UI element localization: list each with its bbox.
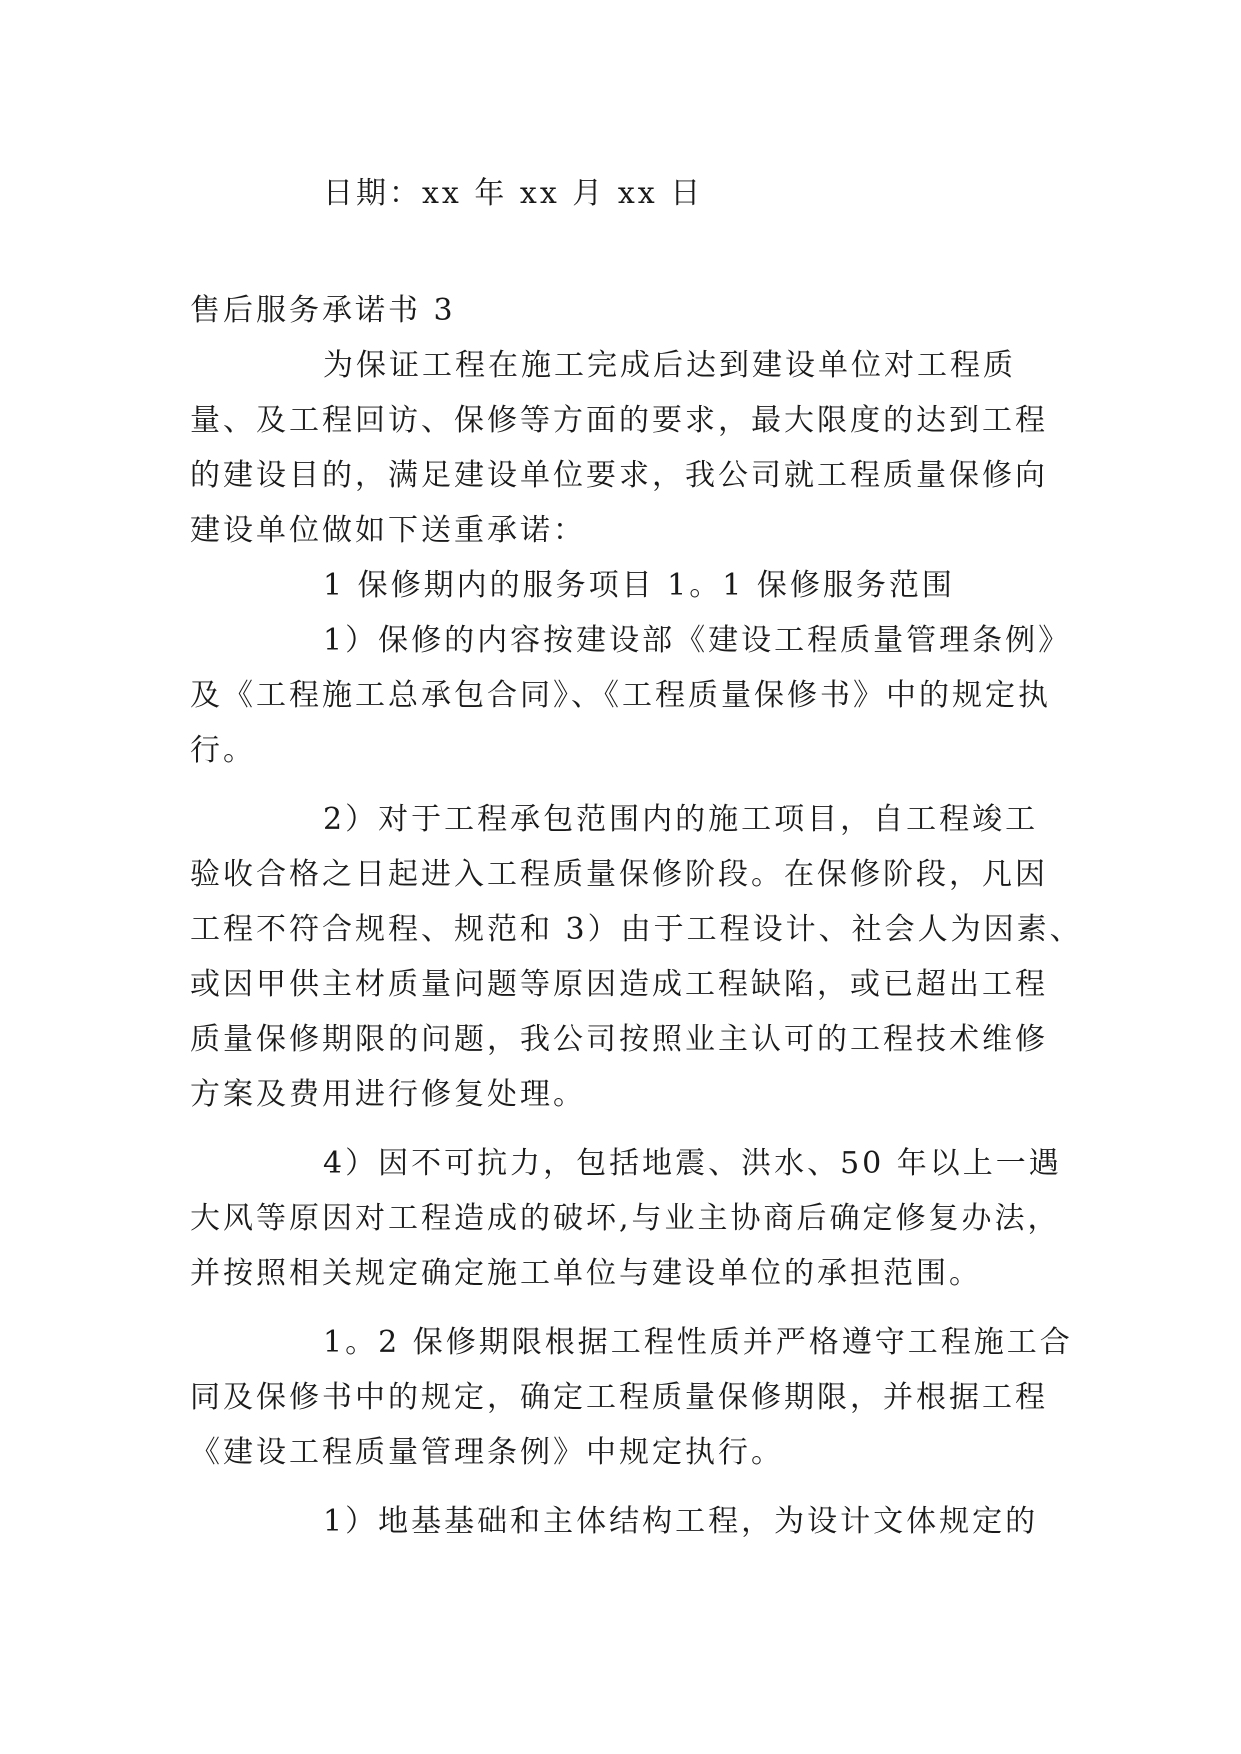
text-line: 并按照相关规定确定施工单位与建设单位的承担范围。 <box>190 1256 982 1291</box>
text-line: 1 保修期内的服务项目 1。1 保修服务范围 <box>323 568 955 603</box>
paragraph-gap <box>190 1122 1050 1136</box>
text-line: 量、及工程回访、保修等方面的要求，最大限度的达到工程 <box>190 403 1048 438</box>
paragraph-gap <box>190 1480 1050 1494</box>
paragraph-item-1 <box>190 613 1072 778</box>
text-line: 1）地基基础和主体结构工程，为设计文体规定的 <box>323 1504 1039 1539</box>
paragraph-foundation <box>190 1494 1050 1549</box>
text-line: 及《工程施工总承包合同》、《工程质量保修书》中的规定执 <box>190 678 1051 713</box>
paragraph-item-4 <box>190 1136 1062 1301</box>
paragraph-warranty-period <box>190 1315 1073 1480</box>
paragraph-service-items <box>190 558 1050 613</box>
text-line: 工程不符合规程、规范和 3）由于工程设计、社会人为因素、 <box>190 912 1083 947</box>
text-line: 质量保修期限的问题，我公司按照业主认可的工程技术维修 <box>190 1022 1048 1057</box>
document-title: 售后服务承诺书 3 <box>190 293 456 328</box>
text-line: 建设单位做如下送重承诺： <box>190 513 586 548</box>
text-line: 的建设目的，满足建设单位要求，我公司就工程质量保修向 <box>190 458 1048 493</box>
text-line: 或因甲供主材质量问题等原因造成工程缺陷，或已超出工程 <box>190 967 1048 1002</box>
text-line: 4）因不可抗力，包括地震、洪水、50 年以上一遇 <box>323 1146 1062 1181</box>
text-line: 方案及费用进行修复处理。 <box>190 1077 586 1112</box>
paragraph-item-2 <box>190 792 1083 1122</box>
text-line: 验收合格之日起进入工程质量保修阶段。在保修阶段，凡因 <box>190 857 1048 892</box>
text-line: 大风等原因对工程造成的破坏,与业主协商后确定修复办法， <box>190 1201 1061 1236</box>
paragraph-intro <box>190 338 1050 558</box>
date-line: 日期：xx 年 xx 月 xx 日 <box>323 176 704 211</box>
text-line: 《建设工程质量管理条例》中规定执行。 <box>190 1435 784 1470</box>
text-line: 1。2 保修期限根据工程性质并严格遵守工程施工合 <box>323 1325 1073 1360</box>
text-line: 1）保修的内容按建设部《建设工程质量管理条例》 <box>323 623 1072 658</box>
paragraph-gap <box>190 778 1050 792</box>
text-line: 2）对于工程承包范围内的施工项目，自工程竣工 <box>323 802 1039 837</box>
paragraph-gap <box>190 1301 1050 1315</box>
text-line: 同及保修书中的规定，确定工程质量保修期限，并根据工程 <box>190 1380 1048 1415</box>
text-line: 为保证工程在施工完成后达到建设单位对工程质 <box>323 348 1016 383</box>
document-body <box>190 338 1083 1549</box>
text-line: 行。 <box>190 733 256 768</box>
